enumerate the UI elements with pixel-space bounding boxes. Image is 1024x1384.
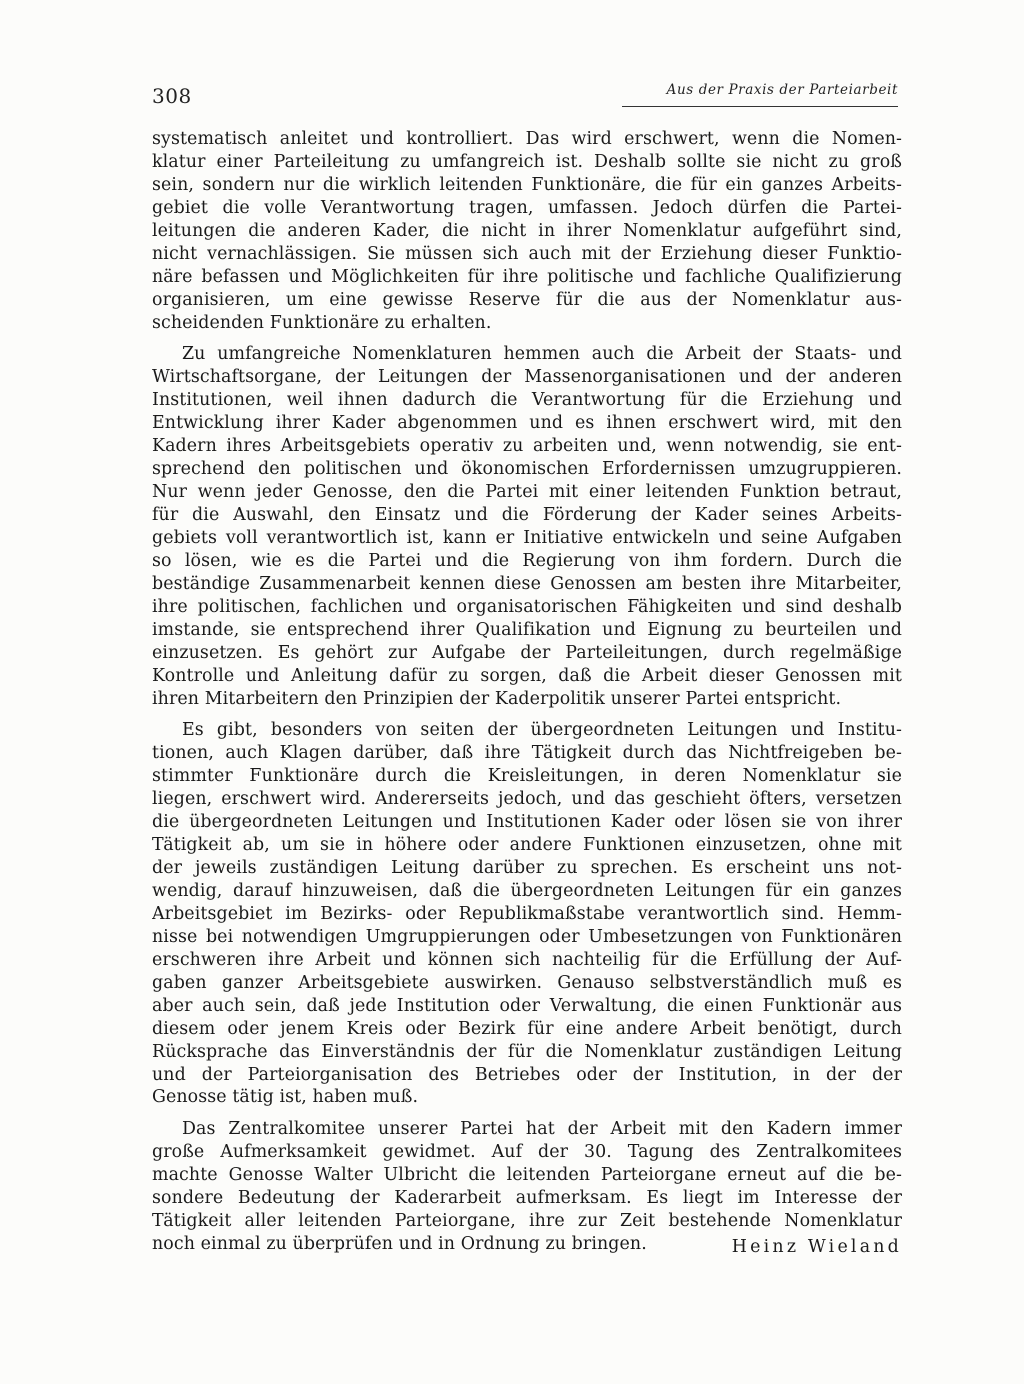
text-line: Rücksprache das Einverständnis der für die Nomenklatur zuständigen Leitung	[152, 1041, 902, 1062]
running-head: Aus der Praxis der Parteiarbeit	[666, 82, 898, 98]
text-line: erschweren ihre Arbeit und können sich nachteilig für die Erfüllung der Auf-	[152, 949, 902, 970]
text-line: organisieren, um eine gewisse Reserve für die aus der Nomenklatur aus-	[152, 289, 902, 310]
text-line: machte Genosse Walter Ulbricht die leitenden Parteiorgane erneut auf die be-	[152, 1165, 902, 1186]
text-line: näre befassen und Möglichkeiten für ihre politische und fachliche Qualifizierung	[152, 266, 902, 287]
text-line: für die Auswahl, den Einsatz und die Förderung der Kader seines Arbeits-	[152, 505, 902, 525]
text-line: Kadern ihres Arbeitsgebiets operativ zu arbeiten und, wenn notwendig, sie ent-	[152, 436, 902, 457]
text-line: gaben ganzer Arbeitsgebiete auswirken. Genauso selbstverständlich muß es	[152, 972, 902, 993]
paragraph-gap	[152, 1109, 902, 1118]
text-line: beständige Zusammenarbeit kennen diese Genossen am besten ihre Mitarbeiter,	[152, 573, 902, 594]
text-line: diesem oder jenem Kreis oder Bezirk für eine andere Arbeit benötigt, durch	[152, 1018, 902, 1039]
text-line: Es gibt, besonders von seiten der übergeordneten Leitungen und Institu-	[182, 720, 902, 741]
text-line: Nur wenn jeder Genosse, den die Partei mit einer leitenden Funktion betraut,	[152, 482, 902, 503]
text-line: nicht vernachlässigen. Sie müssen sich auch mit der Erziehung dieser Funktio-	[152, 243, 902, 264]
text-line: leitungen die anderen Kader, die nicht in ihrer Nomenklatur aufgeführt sind,	[152, 220, 902, 241]
text-line: Genosse tätig ist, haben muß.	[152, 1087, 419, 1108]
text-line: sondere Bedeutung der Kaderarbeit aufmerksam. Es liegt im Interesse der	[152, 1188, 902, 1209]
text-line: Das Zentralkomitee unserer Partei hat der Arbeit mit den Kadern immer	[182, 1119, 902, 1140]
text-line: Arbeitsgebiet im Bezirks- oder Republikmaßstabe verantwortlich sind. Hemm-	[152, 903, 902, 924]
text-line: tionen, auch Klagen darüber, daß ihre Tätigkeit durch das Nichtfreigeben be-	[152, 743, 902, 764]
text-line: der jeweils zuständigen Leitung darüber zu sprechen. Es erscheint uns not-	[152, 858, 902, 879]
text-line: wendig, darauf hinzuweisen, daß die übergeordneten Leitungen für ein ganzes	[152, 881, 902, 901]
text-line: Kontrolle und Anleitung dafür zu sorgen, daß die Arbeit dieser Genossen mit	[152, 665, 902, 686]
text-line: Institutionen, weil ihnen dadurch die Verantwortung für die Erziehung und	[152, 390, 902, 411]
paragraph	[152, 719, 902, 1109]
text-line: ihre politischen, fachlichen und organisatorischen Fähigkeiten und sind deshalb	[152, 596, 902, 617]
paragraph-gap	[152, 710, 902, 719]
text-line: imstande, sie entsprechend ihrer Qualifikation und Eignung zu beurteilen und	[152, 619, 902, 640]
paragraph-gap	[152, 334, 902, 343]
text-line: nisse bei notwendigen Umgruppierungen oder Umbesetzungen von Funktionären	[152, 926, 902, 947]
text-line: Zu umfangreiche Nomenklaturen hemmen auch die Arbeit der Staats- und	[182, 344, 902, 365]
header-rule	[622, 106, 898, 107]
page-number: 308	[152, 84, 192, 108]
paragraph	[152, 1118, 902, 1256]
paragraph	[152, 343, 902, 710]
text-line: gebiets voll verantwortlich ist, kann er Initiative entwickeln und seine Aufgaben	[152, 527, 902, 548]
text-line: große Aufmerksamkeit gewidmet. Auf der 30. Tagung des Zentralkomitees	[152, 1142, 902, 1163]
article-body	[152, 128, 902, 1256]
text-line: Tätigkeit aller leitenden Parteiorgane, ihre zur Zeit bestehende Nomenklatur	[152, 1211, 902, 1232]
text-line: gebiet die volle Verantwortung tragen, umfassen. Jedoch dürfen die Partei-	[152, 197, 902, 218]
text-line: ihren Mitarbeitern den Prinzipien der Kaderpolitik unserer Partei entspricht.	[152, 688, 842, 709]
text-line: Tätigkeit ab, um sie in höhere oder andere Funktionen einzusetzen, ohne mit	[152, 835, 902, 856]
text-line: klatur einer Parteileitung zu umfangreich ist. Deshalb sollte sie nicht zu groß	[152, 151, 902, 172]
text-line: und der Parteiorganisation des Betriebes oder der Institution, in der der	[152, 1064, 902, 1085]
text-line: liegen, erschwert wird. Andererseits jedoch, und das geschieht öfters, versetzen	[152, 789, 902, 810]
text-line: Entwicklung ihrer Kader abgenommen und es ihnen erschwert wird, mit den	[152, 413, 902, 434]
paragraph	[152, 128, 902, 334]
text-line: Wirtschaftsorgane, der Leitungen der Massenorganisationen und der anderen	[152, 367, 902, 388]
text-line-content: noch einmal zu überprüfen und in Ordnung zu bringen.	[152, 1234, 647, 1255]
text-line: scheidenden Funktionäre zu erhalten.	[152, 312, 492, 333]
text-line: sein, sondern nur die wirklich leitenden Funktionäre, die für ein ganzes Arbeits-	[152, 174, 902, 195]
text-line: stimmter Funktionäre durch die Kreisleitungen, in deren Nomenklatur sie	[152, 766, 902, 787]
text-line: einzusetzen. Es gehört zur Aufgabe der Parteileitungen, durch regelmäßige	[152, 642, 902, 663]
text-line: aber auch sein, daß jede Institution oder Verwaltung, die einen Funktionär aus	[152, 995, 902, 1016]
text-line: systematisch anleitet und kontrolliert. Das wird erschwert, wenn die Nomen-	[152, 129, 902, 149]
text-line	[152, 1233, 902, 1256]
text-line: sprechend den politischen und ökonomischen Erfordernissen umzugruppieren.	[152, 459, 902, 480]
author-signature: Heinz Wieland	[731, 1237, 902, 1256]
text-line: so lösen, wie es die Partei und die Regierung von ihm fordern. Durch die	[152, 550, 902, 571]
page-header	[152, 82, 898, 114]
text-line: die übergeordneten Leitungen und Institutionen Kader oder lösen sie von ihrer	[152, 812, 902, 833]
